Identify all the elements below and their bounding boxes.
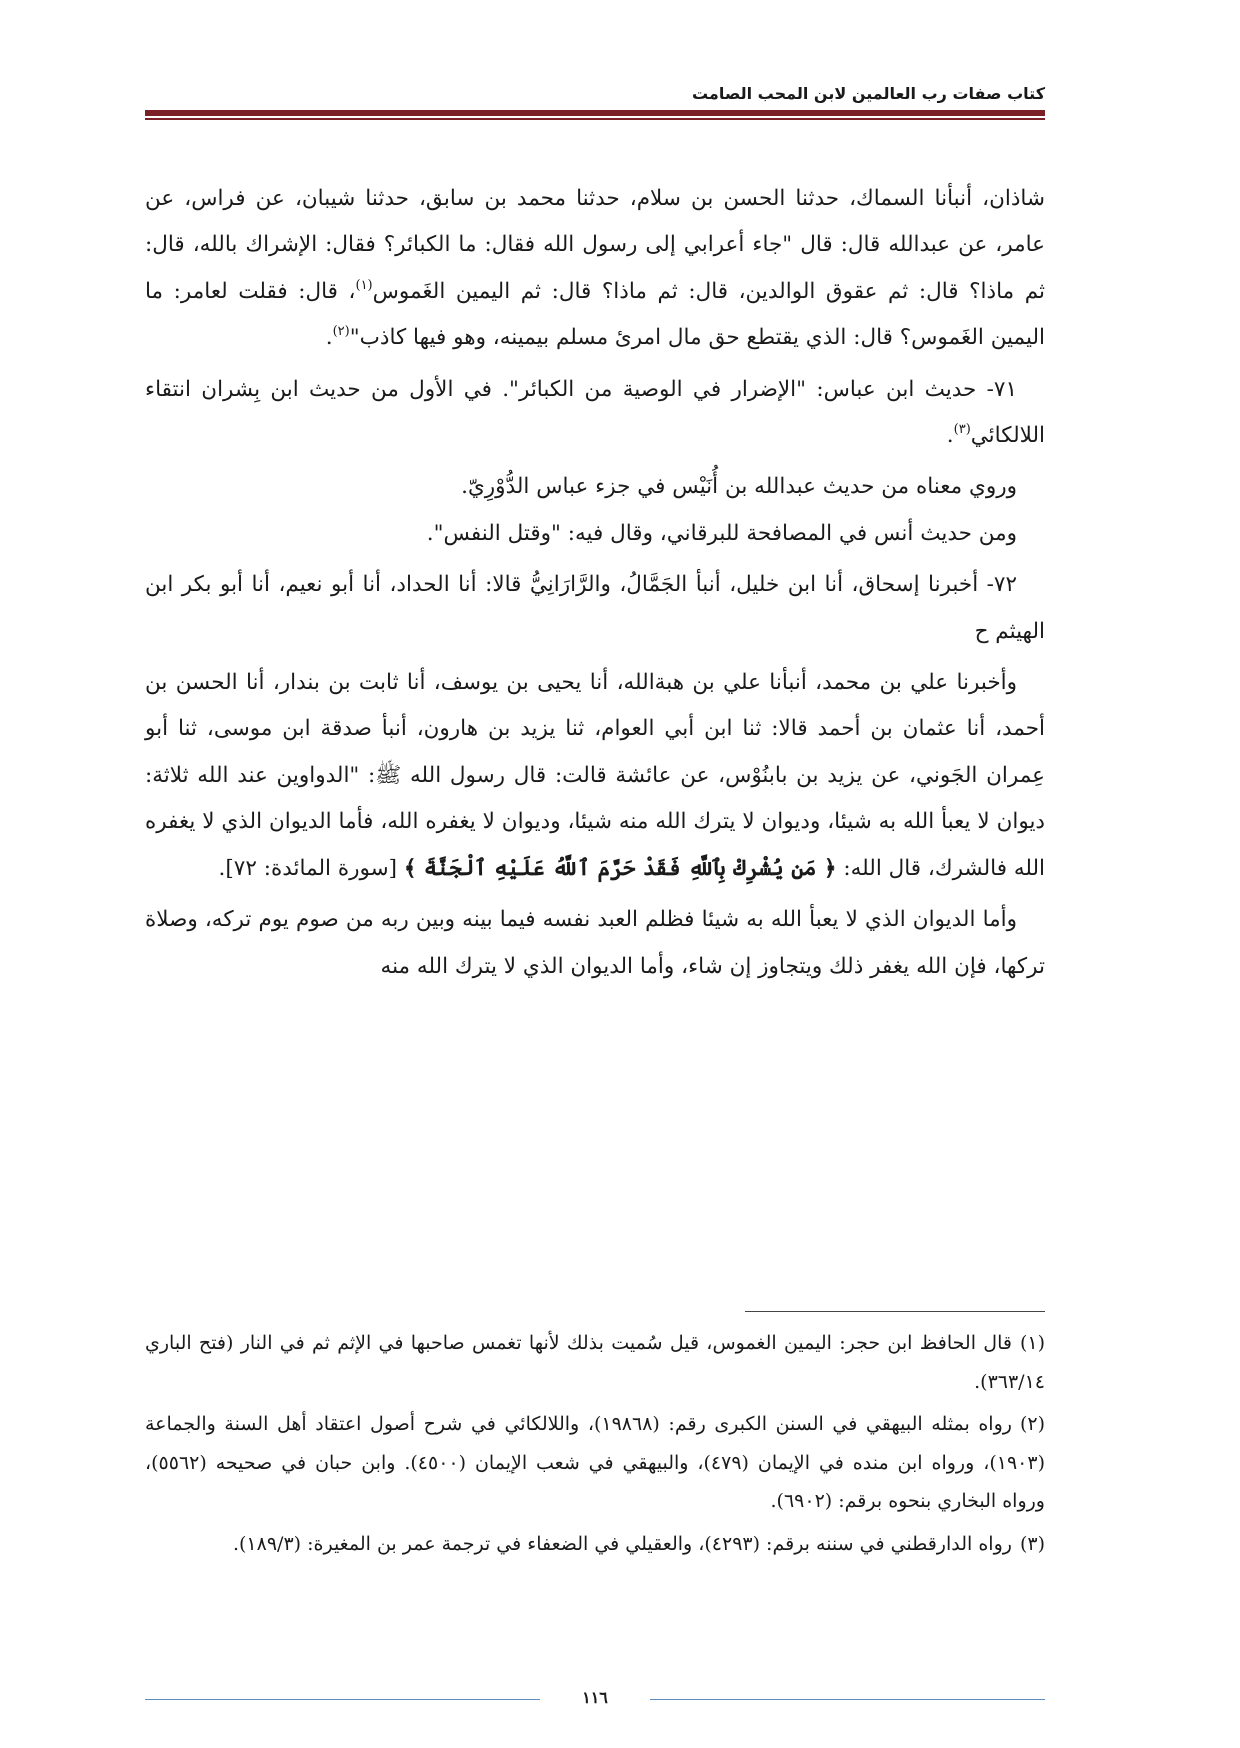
footnote-separator [745, 1311, 1045, 1312]
footnote-1 [145, 1324, 1045, 1401]
footnote-3 [145, 1525, 1045, 1564]
page-number: ١١٦ [582, 1688, 608, 1707]
book-title: كتاب صفات رب العالمين لابن المحب الصامت [691, 84, 1045, 103]
footnote-2 [145, 1405, 1045, 1521]
paragraph-1: شاذان، أنبأنا السماك، حدثنا الحسن بن سلام، حدثنا محمد بن سابق، حدثنا شيبان، عن فراس، عن عامر، عن عبدالله قال: قال "جاء أعرابي إلى رسول الله فقال: ما الكبائر؟ فقال: الإشراك بالله، قال: ثم ماذا؟ قال: ثم عقوق الوالدين، قال: ثم ماذا؟ قال: ثم اليمين الغَموس$^{(١)}$، قال: فقلت لعامر: ما اليمين الغَموس؟ قال: الذي يقتطع حق مال امرئ مسلم بيمينه، وهو فيها كاذب"$^{(٢)}$. [145, 186, 1046, 351]
footnote-ref-1[interactable]: (١) [355, 277, 373, 293]
footnote-text: قال الحافظ ابن حجر: اليمين الغموس، قيل سُميت بذلك لأنها تغمس صاحبها في الإثم ثم في النار (فتح الباري ٣٦٣/١٤). [145, 1332, 1045, 1393]
surah-reference: [سورة المائدة: ٧٢]. [218, 855, 397, 881]
header-rule-thick [145, 110, 1045, 116]
main-text [145, 176, 1045, 995]
paragraph-71: ٧١- حديث ابن عباس: "الإضرار في الوصية من الكبائر". في الأول من حديث ابن بِشران انتقاء اللالكائي$^{(٣)}$. [145, 376, 1045, 449]
footnote-text: رواه الدارقطني في سننه برقم: (٤٢٩٣)، والعقيلي في الضعفاء في ترجمة عمر بن المغيرة: (١٨٩/٣). [232, 1532, 1012, 1555]
paragraph-diwan: وأما الديوان الذي لا يعبأ الله به شيئا فظلم العبد نفسه فيما بينه وبين ربه من صوم يوم تركه، وصلاة تركها، فإن الله يغفر ذلك ويتجاوز إن شاء، وأما الديوان الذي لا يترك الله منه [145, 907, 1045, 979]
footnote-ref-3[interactable]: (٣) [953, 422, 971, 438]
paragraph-72: ٧٢- أخبرنا إسحاق، أنا ابن خليل، أنبأ الجَمَّالُ، والرَّارَانِيُّ قالا: أنا الحداد، أنا أبو نعيم، أنا أبو بكر ابن الهيثم ح [145, 572, 1045, 644]
footer-rule-left [145, 1699, 540, 1700]
paragraph-riwaya-2: ومن حديث أنس في المصافحة للبرقاني، وقال فيه: "وقتل النفس". [426, 520, 1017, 546]
paragraph-riwaya-1: وروي معناه من حديث عبدالله بن أُنَيْس في جزء عباس الدُّوْرِيّ. [461, 474, 1017, 500]
page-footer [145, 1688, 1045, 1712]
footnote-number: (٣) [1019, 1532, 1045, 1555]
footnote-number: (٢) [1019, 1413, 1045, 1436]
footnotes [145, 1324, 1045, 1568]
footnote-text: رواه بمثله البيهقي في السنن الكبرى رقم: (١٩٨٦٨)، واللالكائي في شرح أصول اعتقاد أهل السنة والجماعة (١٩٠٣)، ورواه ابن منده في الإيمان (٤٧٩)، والبيهقي في شعب الإيمان (٤٥٠٠). وابن حبان في صحيحه (٥٥٦٢)، ورواه البخاري بنحوه برقم: (٦٩٠٢). [145, 1413, 1045, 1513]
quran-verse: ﴿ مَن يُشْرِكْ بِٱللَّهِ فَقَدْ حَرَّمَ ٱللَّهُ عَلَيْهِ ٱلْجَنَّةَ ﴾ [403, 855, 837, 881]
header-rule-thin [145, 118, 1045, 120]
footnote-ref-2[interactable]: (٢) [332, 324, 350, 340]
page-header [145, 72, 1045, 118]
paragraph-hadith: وأخبرنا علي بن محمد، أنبأنا علي بن هبةالله، أنا يحيى بن يوسف، أنا ثابت بن بندار، أنا الحسن بن أحمد، أنا عثمان بن أحمد قالا: ثنا ابن أبي العوام، ثنا يزيد بن هارون، أنبأ صدقة ابن موسى، ثنا أبو عِمران الجَوني، عن يزيد بن بابنُوْس، عن عائشة قالت: قال رسول الله ﷺ: "الدواوين عند الله ثلاثة: ديوان لا يعبأ الله به شيئا، وديوان لا يترك الله منه شيئا، وديوان لا يغفره الله، فأما الديوان الذي لا يغفره الله فالشرك، قال الله: ﴿ مَن يُشْرِكْ بِٱللَّهِ فَقَدْ حَرَّمَ ٱللَّهُ عَلَيْهِ ٱلْجَنَّةَ ﴾ [سورة المائدة: ٧٢]. [145, 670, 1045, 881]
footnote-number: (١) [1019, 1332, 1045, 1354]
